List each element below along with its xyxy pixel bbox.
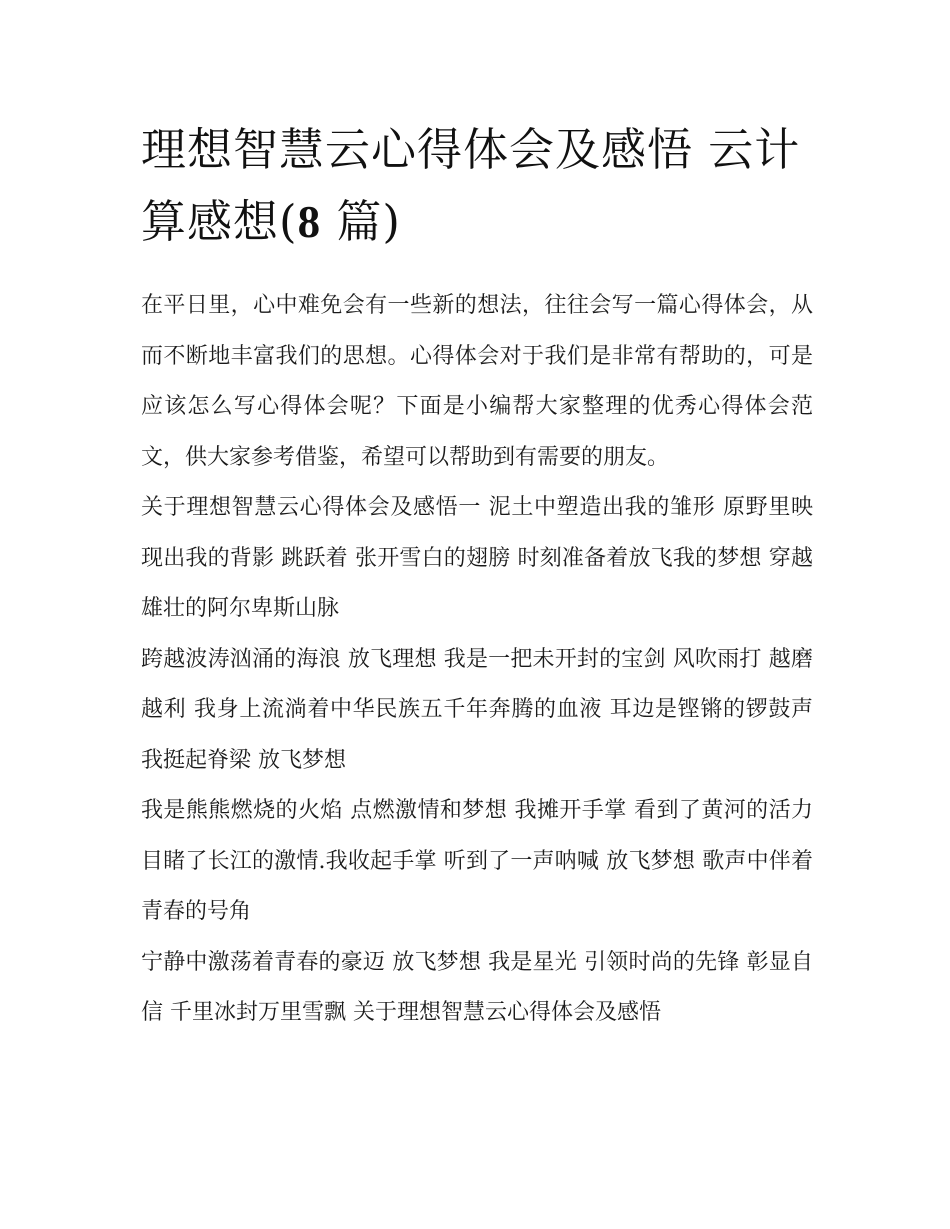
intro-paragraph: 在平日里，心中难免会有一些新的想法，往往会写一篇心得体会，从而不断地丰富我们的思想。心得体会对于我们是非常有帮助的，可是应该怎么写心得体会呢？下面是小编帮大家整理的优秀心得体会范文，供大家参考借鉴，希望可以帮助到有需要的朋友。 — [141, 293, 813, 470]
document-body — [141, 281, 813, 1039]
document-title — [141, 114, 821, 258]
body-paragraph: 我是熊熊燃烧的火焰 点燃激情和梦想 我摊开手掌 看到了黄河的活力 目睹了长江的激情.我收起手掌 听到了一声呐喊 放飞梦想 歌声中伴着青春的号角 — [141, 798, 813, 924]
title-text-part1: 理想智慧云心得体会及感悟 云计算感想( — [141, 123, 801, 248]
title-number: 8 — [297, 197, 322, 247]
title-text-part2: 篇) — [321, 195, 401, 248]
body-paragraph: 宁静中激荡着青春的豪迈 放飞梦想 我是星光 引领时尚的先锋 彰显自信 千里冰封万里雪飘 关于理想智慧云心得体会及感悟 — [141, 949, 813, 1025]
body-paragraph: 关于理想智慧云心得体会及感悟一 泥土中塑造出我的雏形 原野里映现出我的背影 跳跃着 张开雪白的翅膀 时刻准备着放飞我的梦想 穿越雄壮的阿尔卑斯山脉 — [141, 495, 813, 621]
body-paragraph: 跨越波涛汹涌的海浪 放飞理想 我是一把未开封的宝剑 风吹雨打 越磨越利 我身上流淌着中华民族五千年奔腾的血液 耳边是铿锵的锣鼓声 我挺起脊梁 放飞梦想 — [141, 646, 813, 773]
